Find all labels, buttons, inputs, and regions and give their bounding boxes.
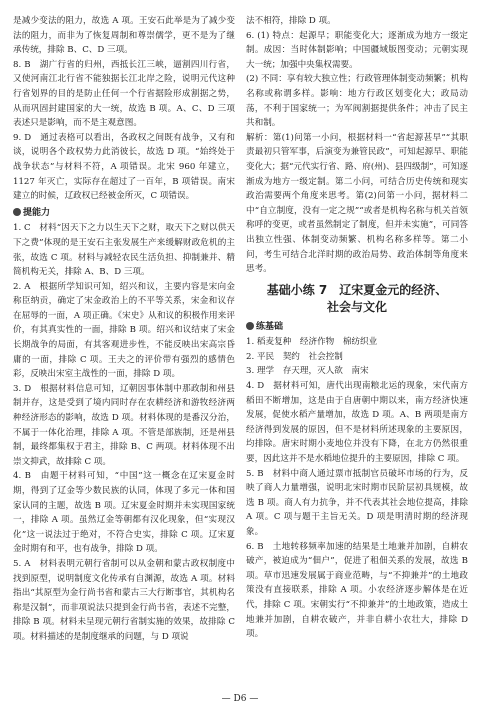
fill-answer-1: 1. 稻麦复种 经济作物 棉纺织业 <box>246 337 378 348</box>
answer-9: 9. D 通过表格可以看出，各政权之间既有战争，又有和谈，说明各个政权势力此消彼长，故选 D 项。“始终处于战争状态”与材料不符，A 项错误。北宋 960 年建立，1127 年灭亡，实际存在超过了一百年，B 项错误。南宋建立的时候，辽政权已经被金所灭，C 项错误。 <box>13 132 235 202</box>
answer-4: 4. B 由题干材料可知，“中国”这一概念在辽宋夏金时期，得到了辽金等少数民族的认同，体现了多元一体和国家认同的主题，故选 B 项。辽宋夏金时期并未实现国家统一，排除 A 项。虽然辽金等朝都有汉化现象，但“实现汉化”这一说法过于绝对，不符合史实，排除 C 项。辽宋夏金时期有和平，也有战争，排除 D 项。 <box>13 471 235 555</box>
paragraph: 是减少变法的阻力，故选 A 项。王安石此举是为了减少变法的阻力，而非为了恢复周制和尊崇儒学，更不是为了继承传统，排除 B、C、D 三项。 <box>13 16 235 56</box>
answer-5: 5. A 材料表明元朝行省制可以从金朝和蒙古政权制度中找到原型，说明制度文化传承有自渊源，故选 A 项。材料指出“其原型为金行尚书省和蒙古三大行断事官，其机构名称是汉制”，而非项说法只提到金行尚书省，表述不完整，排除 B 项。材料未呈现元朝行省制实施的效果，故排除 C 项。材料描述的是制度继承的问题，与 D 项说 <box>13 558 235 642</box>
answer-6: 6. B 土地转移频率加速的结果是土地兼并加剧，自耕农破产，被迫成为“佃户”，促进了租佃关系的发展，故选 B 项。草市迅速发展属于商业范畴，与“不抑兼并”的土地政策没有直接联系，排除 A 项。小农经济逐步解体是在近代，排除 C 项。宋朝实行“不抑兼并”的土地政策，造成土地兼并加剧，自耕农破产，并非自耕小农壮大，排除 D 项。 <box>246 541 468 640</box>
answer-1: 1. C 材料“因天下之力以生天下之财，取天下之财以供天下之费”体现的是王安石主张发展生产来缓解财政危机的主张，故选 C 项。材料与减轻农民生活负担、抑制兼并、精简机构无关，排除 A、B、D 三项。 <box>13 223 235 278</box>
right-column <box>246 14 468 642</box>
answer-2: 2. A 根据所学知识可知，绍兴和议，主要内容是宋向金称臣纳贡，确定了宋金政治上的不平等关系，宋金和议存在屈辱的一面，A 项正确。《宋史》从和议的积极作用来评价，有其真实性的一面，排除 B 项。绍兴和议结束了宋金长期战争的局面，有其客观进步性，不能反映出宋高宗昏庸的一面，排除 C 项。王夫之的评价带有强烈的感情色彩，反映出宋室主战性的一面，排除 D 项。 <box>13 281 235 380</box>
section-title <box>246 282 468 316</box>
section-title-line2: 社会与文化 <box>326 299 387 314</box>
answer-6-1: 6. (1) 特点：起源早；职能变化大；逐渐成为地方一级定制。成因：当时体制影响；中国疆域版图变动；元朝实现大一统；加强中央集权需要。 <box>246 30 468 70</box>
fill-answer-3: 3. 理学 存天理，灭人欲 南宋 <box>246 366 369 377</box>
section-title-line1: 基础小练 7 辽宋夏金元的经济、 <box>266 282 448 297</box>
left-column <box>13 14 235 645</box>
section-badge-ability <box>13 206 50 221</box>
answer-8: 8. B 湖广行省的归州，西抵长江三峡，逼割四川行省，又使河南江北行省不能独据长江北岸之险，说明元代这种行省划界的目的是防止任何一个行省据险形成割据之势，从而巩固封建国家的大一统，故选 B 项。A、C、D 三项表述只是影响，而不是主观意图。 <box>13 59 235 129</box>
circle-icon <box>246 322 254 330</box>
badge-label: 练基础 <box>256 321 284 332</box>
fill-answer-2: 2. 平民 契约 社会控制 <box>246 351 343 362</box>
answer-4: 4. D 据材料可知，唐代出现南粮北运的现象，宋代南方稻田不断增加，这是由于自唐朝中期以来，南方经济快速发展，促使水稻产量增加，故选 D 项。A、B 两项是南方经济得到发展的原因，但不是材料所述现象的主要原因，均排除。唐宋时期小麦地位并没有下降，在北方仍然很重要，因此这并不是水稻地位提升的主要原因，排除 C 项。 <box>246 381 468 465</box>
circle-icon <box>13 208 21 216</box>
answer-5: 5. B 材料中商人通过票市抵制官员破坏市场的行为，反映了商人力量增强，说明北宋时期市民阶层初具规模，故选 B 项。商人有力抗争，并不代表其社会地位提高，排除 A 项。C 项与题干主旨无关。D 项是明清时期的经济现象。 <box>246 468 468 537</box>
badge-label: 提能力 <box>23 207 51 218</box>
analysis: 解析：第(1)问第一小问，根据材料一“省起源甚早”“其职责最初只管军事，后演变为兼管民政”，可知起源早、职能变化大；据“元代实行省、路、府(州)、县四级制”，可知逐渐成为地方一级定制。第二小问，可结合历史传统和现实政治需要两个角度来思考。第(2)问第一小问，据材料二中“自立制度，没有一定之规”“或者是机构名称与机关首领称呼的变更，或者虽然制定了制度，但并未实施”，可同答出独立性强、体制变动频繁、机构名称多样等。第二小问，考生可结合北洋时期的政治局势、政治体制等角度来思考。 <box>246 132 468 275</box>
answer-3: 3. D 根据材料信息可知，辽朝因事体制中那政制和州县制并存，这是受到了境内同时存在农耕经济和游牧经济两种经济形态的影响，故选 D 项。材料体现的是番汉分治，不属于一体化治理，排除 A 项。不管是部族制，还是州县制，最终都集权于君主，排除 B、C 两项。材料体现不出崇文抑武，故排除 C 项。 <box>13 383 235 467</box>
paragraph: 法不相符，排除 D 项。 <box>246 16 336 26</box>
page-number: — D6 — <box>221 694 259 704</box>
section-badge-basics <box>246 320 283 335</box>
answer-6-2: (2) 不同：享有较大独立性；行政管理体制变动频繁；机构名称或称谓多样。影响：地方行政区划变化大；政局动荡，不利于国家统一；为军阀割据提供条件；冲击了民主共和制。 <box>246 74 468 129</box>
